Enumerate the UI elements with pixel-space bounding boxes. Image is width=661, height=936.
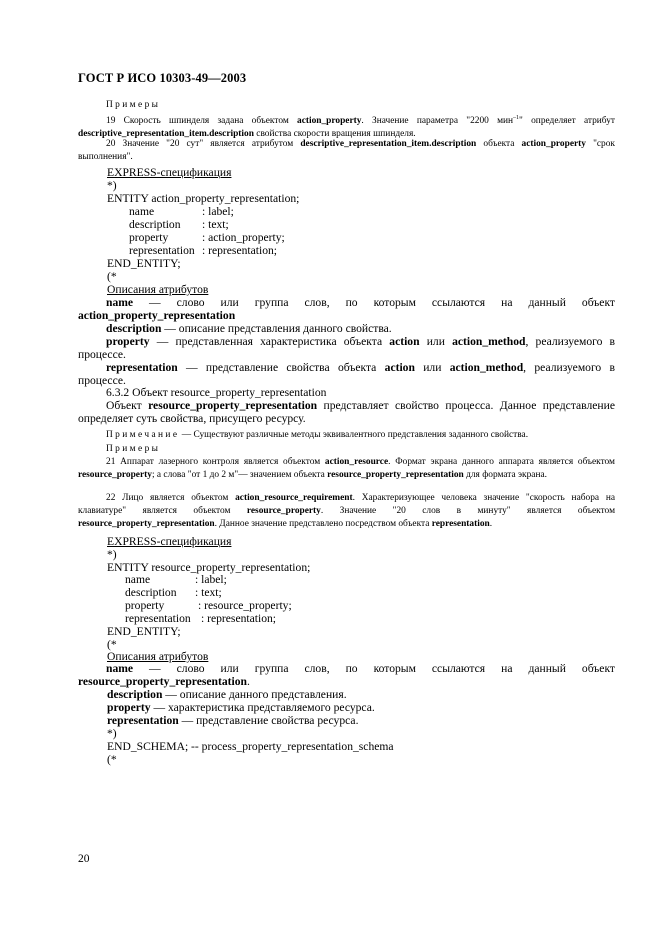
express2-open: *) [107, 548, 117, 561]
express-open: *) [107, 179, 117, 192]
attr-property-type: : action_property; [202, 231, 285, 244]
express-spec2-title: EXPRESS-спецификация [107, 535, 232, 548]
attr-desc-representation: representation — представление свойства объекта action или action_method, реализуемого в процессе. [78, 361, 616, 387]
attr2-desc-description: description — описание данного представления. [107, 688, 347, 701]
attr-desc-name: name — слово или группа слов, по которым ссылаются на данный объект action_property_representation [78, 296, 615, 322]
attr2-name-type: : label; [195, 573, 227, 586]
express-final: (* [107, 753, 117, 766]
express2-close2: *) [107, 727, 117, 740]
attr-property: property [129, 231, 169, 244]
page-number: 20 [78, 853, 90, 865]
express2-close: (* [107, 638, 117, 651]
example-22: 22 Лицо является объектом action_resource_requirement. Характеризующее человека значение "скорость набора на клавиатуре" является объектом resource_property. Значение "20 слов в минуту" является объектом resource_property_representation. Данное значение представлено посредством объекта representation. [78, 493, 616, 530]
attr2-desc-property: property — характеристика представляемого ресурса. [107, 701, 375, 714]
example-19: 19 Скорость шпинделя задана объектом action_property. Значение параметра "2200 мин$^{-1}$" определяет атрибут descriptive_representation_item.description свойства скорости вращения шпинделя. [78, 115, 616, 140]
attr2-property-type: : resource_property; [198, 599, 292, 612]
attr-representation: representation [129, 244, 195, 257]
express-spec-title: EXPRESS-спецификация [107, 166, 232, 179]
examples-title: Примеры [106, 100, 161, 110]
attr2-representation-type: : representation; [201, 612, 277, 625]
attr2-representation: representation [125, 612, 191, 625]
entity-declaration: ENTITY action_property_representation; [107, 192, 300, 205]
attributes-title: Описания атрибутов [107, 283, 209, 296]
attr-name-type: : label; [202, 205, 234, 218]
attr2-desc-representation: representation — представление свойства ресурса. [107, 714, 359, 727]
example-20: 20 Значение "20 сут" является атрибутом descriptive_representation_item.description объекта action_property "срок выполнения". [78, 139, 615, 163]
attr2-name: name [125, 573, 151, 586]
note: Примечание — Существуют различные методы эквивалентного представления заданного свойства. [106, 430, 529, 440]
attr-representation-type: : representation; [202, 244, 278, 257]
end2-entity: END_ENTITY; [107, 625, 181, 638]
section-heading: 6.3.2 Объект resource_property_representation [106, 386, 327, 399]
attr-desc-property: property — представленная характеристика объекта action или action_method, реализуемого в процессе. [78, 335, 616, 361]
section-paragraph: Объект resource_property_representation представляет свойство процесса. Данное представление определяет суть свойства, присущего ресурсу. [78, 399, 615, 425]
examples2-title: Примеры [106, 444, 161, 454]
end-entity: END_ENTITY; [107, 257, 181, 270]
attributes2-title: Описания атрибутов [107, 650, 209, 663]
attr2-description: description [125, 586, 177, 599]
express-close: (* [107, 270, 117, 283]
attr-description: description [129, 218, 181, 231]
attr2-property: property [125, 599, 165, 612]
attr-name: name [129, 205, 155, 218]
entity2-declaration: ENTITY resource_property_representation; [107, 561, 311, 574]
attr2-desc-name: name — слово или группа слов, по которым ссылаются на данный объект resource_property_representation. [78, 662, 615, 688]
attr-desc-description: description — описание представления данного свойства. [106, 322, 392, 335]
example-21: 21 Аппарат лазерного контроля является объектом action_resource. Формат экрана данного аппарата является объектом resource_property; а слова "от 1 до 2 м"— значением объекта resource_property_representation для формата экрана. [78, 457, 615, 481]
end-schema: END_SCHEMA; -- process_property_representation_schema [107, 740, 394, 753]
document-header: ГОСТ Р ИСО 10303-49—2003 [78, 71, 247, 85]
attr2-description-type: : text; [195, 586, 222, 599]
attr-description-type: : text; [202, 218, 229, 231]
